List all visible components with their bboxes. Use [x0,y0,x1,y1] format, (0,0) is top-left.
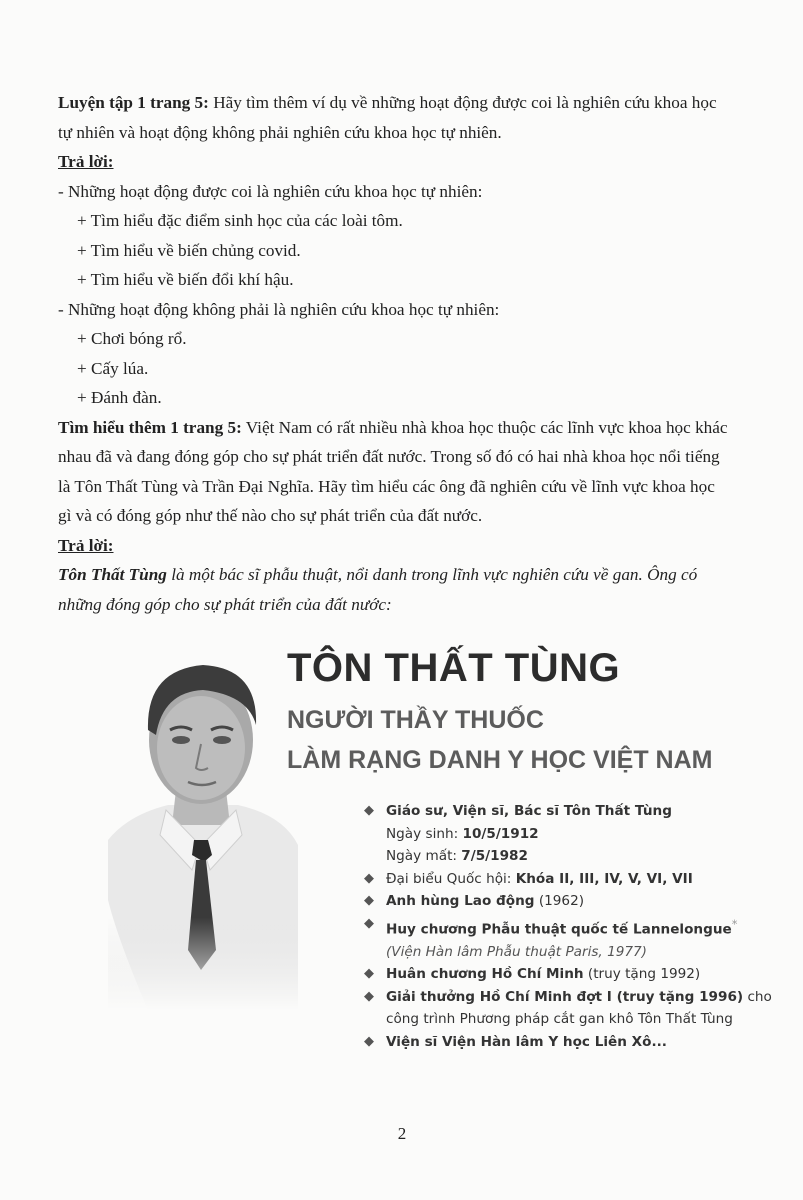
poster-subtitle-1: NGƯỜI THẦY THUỐC [287,706,544,734]
answer-label: Trả lời: [58,152,114,171]
page-number: 2 [397,1124,407,1143]
exercise-label: Luyện tập 1 trang 5: [58,93,209,112]
poster-title: TÔN THẤT TÙNG [287,646,621,690]
exercise-question-line2: tự nhiên và hoạt động không phải nghiên cứu khoa học tự nhiên. [58,122,502,142]
portrait-image [108,640,298,1010]
fact-item: ◆ Giải thưởng Hồ Chí Minh đợt I (truy tặng 1996) cho công trình Phương pháp cắt gan khô Tôn Thất Tùng [364,986,794,1031]
diamond-bullet-icon: ◆ [364,915,374,931]
group2-title: - Những hoạt động không phải là nghiên cứu khoa học tự nhiên: [58,299,500,319]
facts-list [364,800,794,1053]
fact-item: ◆ Đại biểu Quốc hội: Khóa II, III, IV, V, VI, VII [364,868,794,891]
list-item: + Tìm hiểu đặc điểm sinh học của các loài tôm. [77,211,403,230]
fact-item: ◆ Huân chương Hồ Chí Minh (truy tặng 1992) [364,963,794,986]
list-item: + Đánh đàn. [77,388,162,407]
answer2-line1: Tôn Thất Tùng là một bác sĩ phẫu thuật, nổi danh trong lĩnh vực nghiên cứu về gan. Ông có [58,565,698,584]
person-name: Tôn Thất Tùng [58,565,167,584]
diamond-bullet-icon: ◆ [364,966,374,982]
diamond-bullet-icon: ◆ [364,893,374,908]
diamond-bullet-icon: ◆ [364,1033,374,1049]
list-item: + Tìm hiểu về biến đổi khí hậu. [77,270,294,289]
group1-title: - Những hoạt động được coi là nghiên cứu khoa học tự nhiên: [58,181,483,201]
list-item: + Cấy lúa. [77,358,149,378]
diamond-bullet-icon: ◆ [364,988,374,1004]
list-item: + Tìm hiểu về biến chủng covid. [77,240,301,260]
fact-item: ◆ Viện sĩ Viện Hàn lâm Y học Liên Xô... [364,1031,794,1054]
fact-item: ◆ Giáo sư, Viện sĩ, Bác sĩ Tôn Thất Tùng Ngày sinh: 10/5/1912 Ngày mất: 7/5/1982 [364,800,794,868]
diamond-bullet-icon: ◆ [364,870,374,886]
explore-line: là Tôn Thất Tùng và Trần Đại Nghĩa. Hãy tìm hiểu các ông đã nghiên cứu về lĩnh vực khoa học [58,476,715,496]
fact-item: ◆ Huy chương Phẫu thuật quốc tế Lannelongue* (Viện Hàn lâm Phẫu thuật Paris, 1977) [364,913,794,964]
exercise-question: Luyện tập 1 trang 5: Hãy tìm thêm ví dụ về những hoạt động được coi là nghiên cứu khoa học [58,93,717,112]
diamond-bullet-icon: ◆ [364,803,374,818]
explore-question: Tìm hiểu thêm 1 trang 5: Việt Nam có rất nhiều nhà khoa học thuộc các lĩnh vực khoa học khác [58,417,728,437]
answer-label-2: Trả lời: [58,535,114,555]
explore-line: nhau đã và đang đóng góp cho sự phát triển đất nước. Trong số đó có hai nhà khoa học nổi tiếng [58,447,720,466]
poster-subtitle-2: LÀM RẠNG DANH Y HỌC VIỆT NAM [287,746,713,774]
main-text [58,88,803,619]
list-item: + Chơi bóng rổ. [77,329,187,348]
explore-label: Tìm hiểu thêm 1 trang 5: [58,417,242,437]
fact-item: ◆ Anh hùng Lao động (1962) [364,890,794,913]
answer2-line2: những đóng góp cho sự phát triển của đất nước: [58,594,392,614]
explore-line: gì và có đóng góp như thế nào cho sự phát triển của đất nước. [58,506,483,525]
